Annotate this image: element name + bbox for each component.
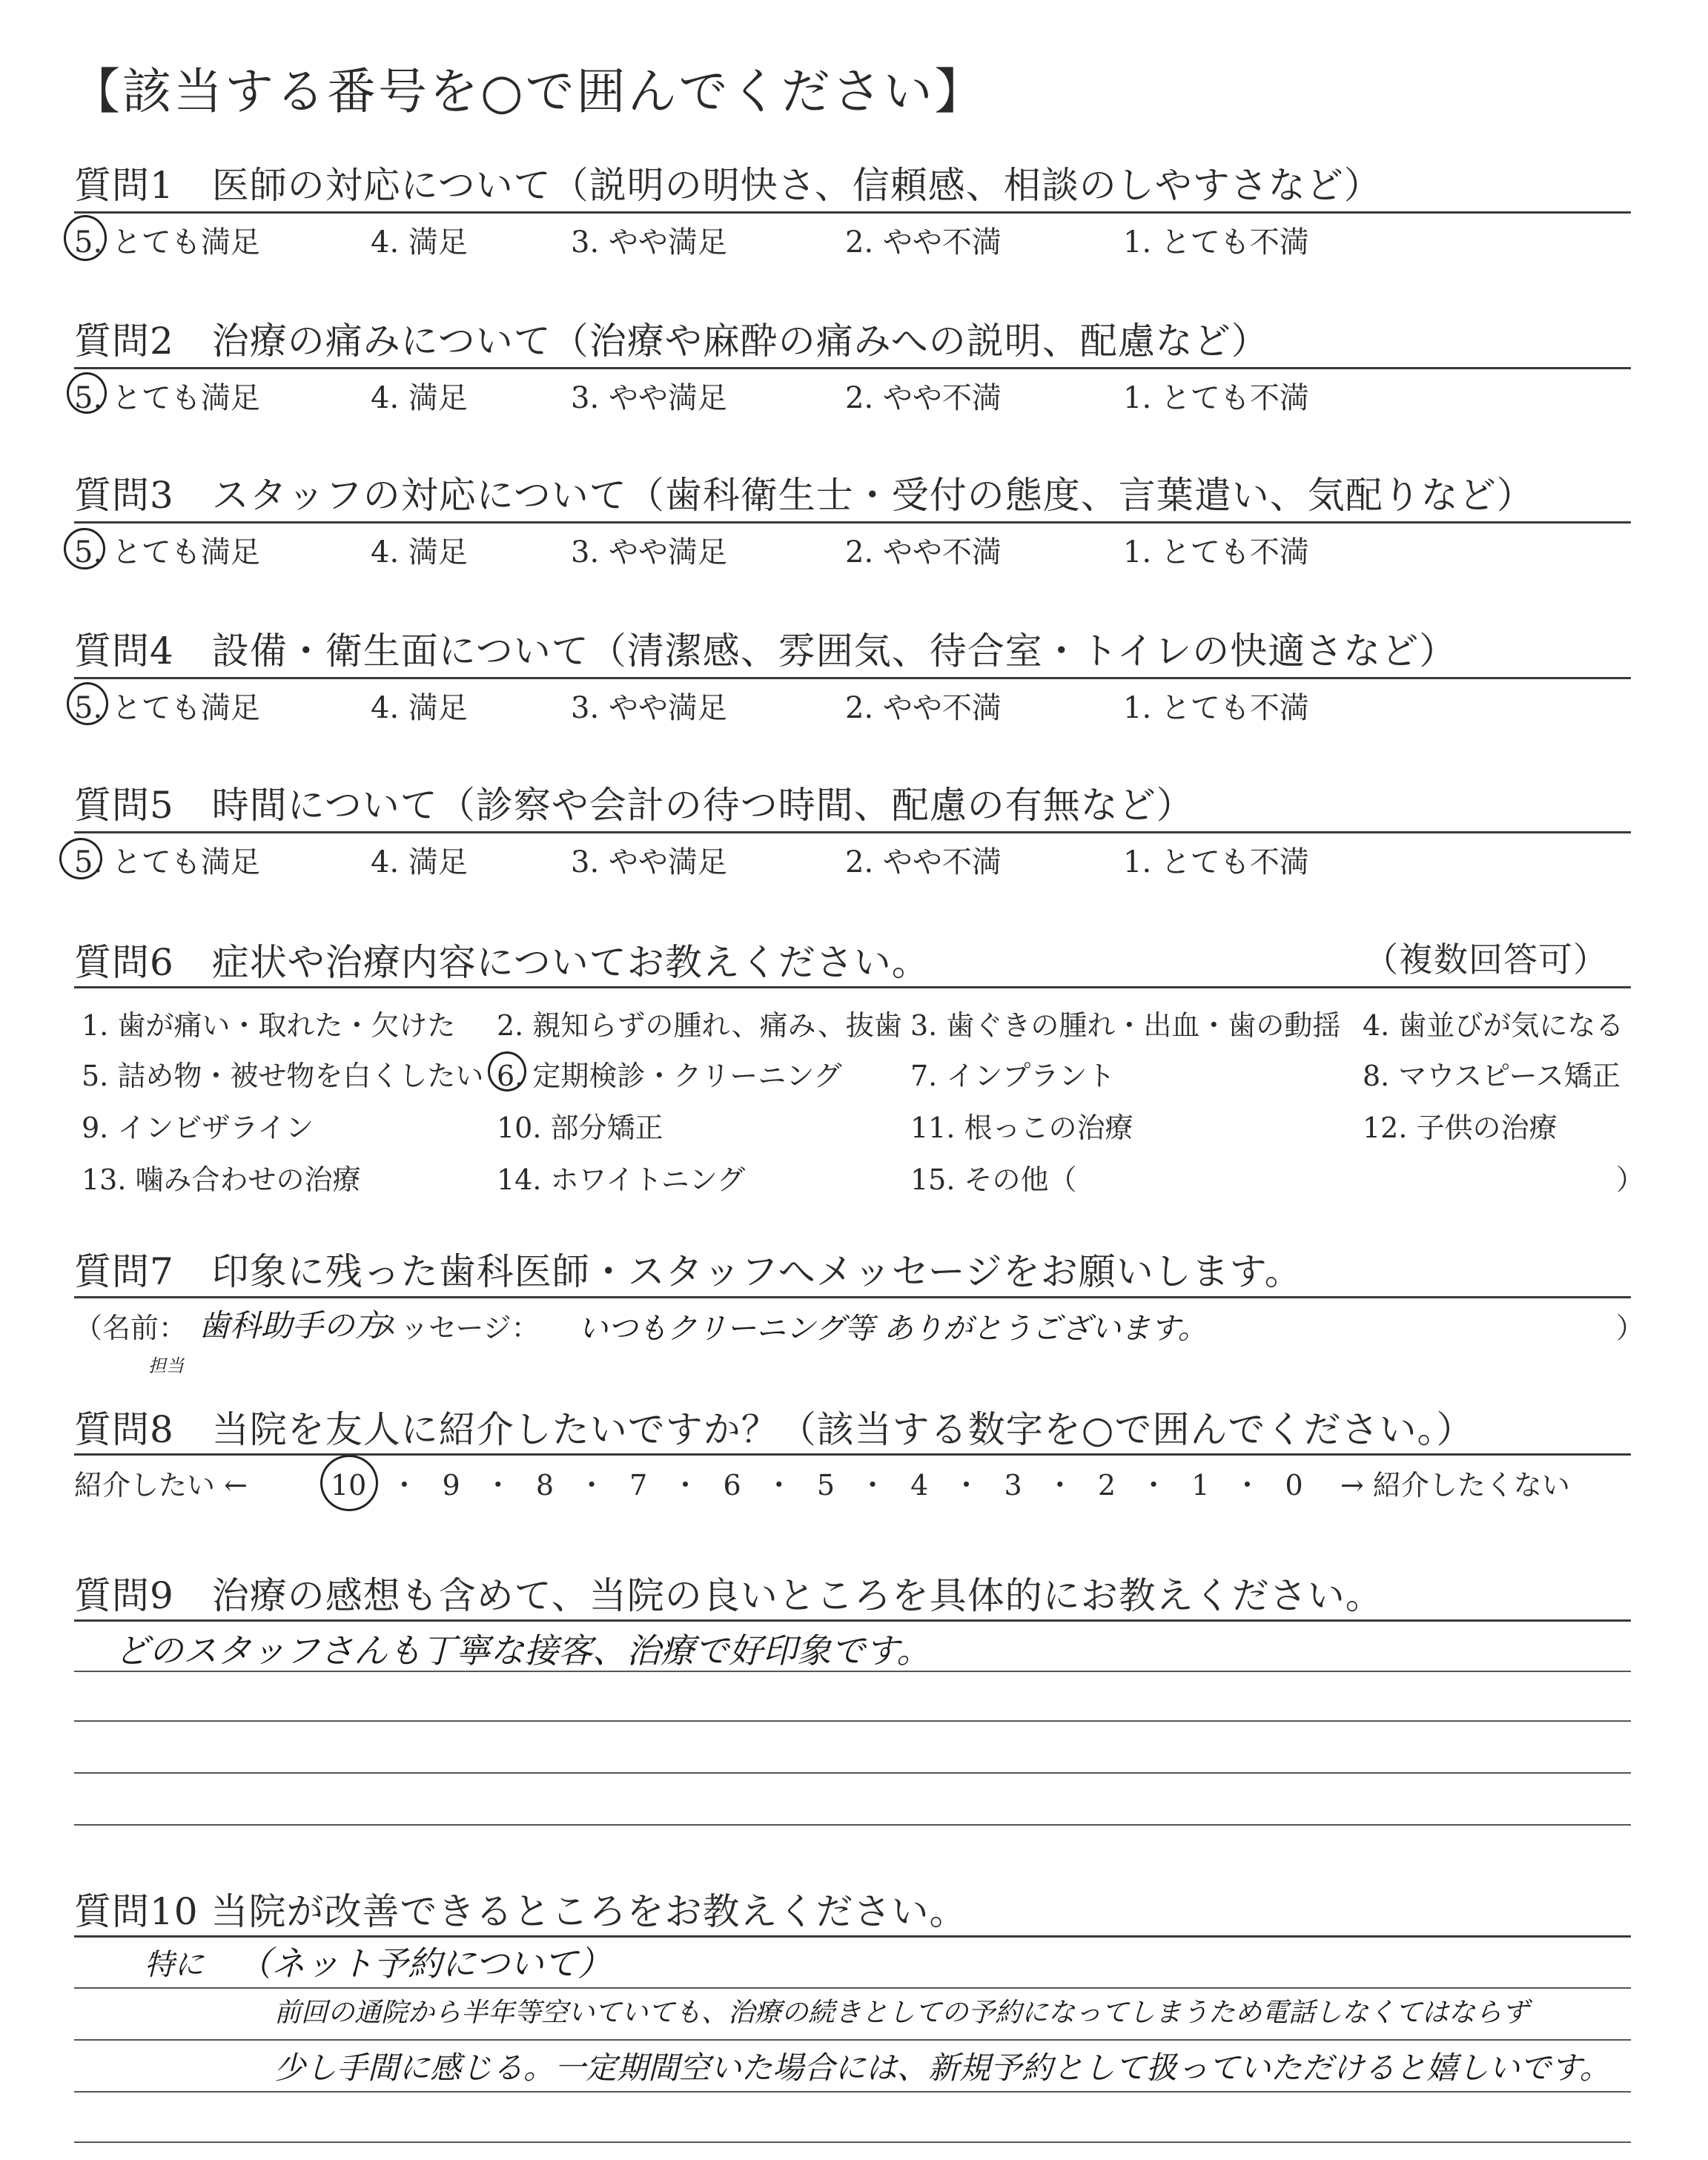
option-3[interactable]: 3. やや満足 xyxy=(571,225,727,260)
scale-left-label: 紹介したい ← xyxy=(74,1469,248,1502)
symptom-option[interactable]: 11. 根っこの治療 xyxy=(910,1112,1133,1144)
question-9-title: 質問9 治療の感想も含めて、当院の良いところを具体的にお教えください。 xyxy=(74,1574,1383,1617)
symptom-option[interactable]: 7. インプラント xyxy=(910,1060,1116,1092)
message-label: メッセージ： xyxy=(372,1312,540,1344)
scale-right-label: → 紹介したくない xyxy=(1340,1469,1570,1502)
question-4-title: 質問4 設備・衛生面について（清潔感、雰囲気、待合室・トイレの快適さなど） xyxy=(74,630,1457,673)
question-10-title: 質問10 当院が改善できるところをお教えください。 xyxy=(74,1890,967,1933)
option-4[interactable]: 4. 満足 xyxy=(371,225,468,260)
option-4[interactable]: 4. 満足 xyxy=(371,381,468,415)
symptom-option[interactable]: 6. 定期検診・クリーニング xyxy=(497,1060,842,1092)
option-5[interactable]: 5. とても満足 xyxy=(74,535,260,569)
question-7-title: 質問7 印象に残った歯科医師・スタッフへメッセージをお願いします。 xyxy=(74,1250,1302,1293)
question-2-title: 質問2 治療の痛みについて（治療や麻酔の痛みへの説明、配慮など） xyxy=(74,320,1269,363)
symptom-option[interactable]: 10. 部分矯正 xyxy=(497,1112,663,1144)
message-value[interactable]: いつもクリーニング等 ありがとうございます。 xyxy=(578,1312,1208,1346)
question-6-title: 質問6 症状や治療内容についてお教えください。 xyxy=(74,941,930,984)
name-note: 担当 xyxy=(148,1355,184,1376)
symptom-option[interactable]: 12. 子供の治療 xyxy=(1363,1112,1558,1144)
symptom-option[interactable]: 2. 親知らずの腫れ、痛み、抜歯 xyxy=(497,1009,902,1042)
option-1[interactable]: 1. とても不満 xyxy=(1123,845,1309,879)
q10-answer-prefix: 特に xyxy=(145,1948,204,1982)
question-1-title: 質問1 医師の対応について（説明の明快さ、信頼感、相談のしやすさなど） xyxy=(74,164,1382,207)
question-6-note: （複数回答可） xyxy=(1364,939,1608,980)
name-label: （名前： xyxy=(74,1312,188,1344)
option-1[interactable]: 1. とても不満 xyxy=(1123,691,1309,725)
option-3[interactable]: 3. やや満足 xyxy=(571,535,727,569)
option-2[interactable]: 2. やや不満 xyxy=(845,225,1002,260)
symptom-option[interactable]: 5. 詰め物・被せ物を白くしたい xyxy=(82,1060,484,1092)
symptom-option[interactable]: 3. 歯ぐきの腫れ・出血・歯の動揺 xyxy=(910,1009,1341,1042)
option-1[interactable]: 1. とても不満 xyxy=(1123,535,1309,569)
page-title: 【該当する番号を○で囲んでください】 xyxy=(71,63,986,120)
question-3-title: 質問3 スタッフの対応について（歯科衛生士・受付の態度、言葉遣い、気配りなど） xyxy=(74,474,1535,517)
name-value[interactable]: 歯科助手の方 xyxy=(199,1307,386,1344)
option-5[interactable]: 5. とても満足 xyxy=(74,381,260,415)
option-5[interactable]: 5. とても満足 xyxy=(74,691,260,725)
option-4[interactable]: 4. 満足 xyxy=(371,845,468,879)
option-5[interactable]: 5. とても満足 xyxy=(74,225,260,260)
option-1[interactable]: 1. とても不満 xyxy=(1123,225,1309,260)
question-5-title: 質問5 時間について（診察や会計の待つ時間、配慮の有無など） xyxy=(74,784,1194,827)
q10-answer-topic[interactable]: （ネット予約について） xyxy=(237,1943,612,1984)
message-close-paren: ） xyxy=(1616,1312,1645,1344)
question-8-title: 質問8 当院を友人に紹介したいですか？（該当する数字を○で囲んでください。） xyxy=(74,1408,1474,1451)
option-3[interactable]: 3. やや満足 xyxy=(571,691,727,725)
option-4[interactable]: 4. 満足 xyxy=(371,535,468,569)
option-3[interactable]: 3. やや満足 xyxy=(571,845,727,879)
option-3[interactable]: 3. やや満足 xyxy=(571,381,727,415)
option-2[interactable]: 2. やや不満 xyxy=(845,691,1002,725)
symptom-option[interactable]: 1. 歯が痛い・取れた・欠けた xyxy=(82,1009,456,1042)
q10-answer-line1[interactable]: 前回の通院から半年等空いていても、治療の続きとしての予約になってしまうため電話しなくてはならず xyxy=(274,1998,1529,2028)
q9-answer[interactable]: どのスタッフさんも丁寧な接客、治療で好印象です。 xyxy=(115,1631,931,1671)
symptom-option[interactable]: 4. 歯並びが気になる xyxy=(1363,1009,1624,1042)
symptom-close-paren: ） xyxy=(1616,1163,1645,1196)
recommend-scale[interactable]: 10 ・ 9 ・ 8 ・ 7 ・ 6 ・ 5 ・ 4 ・ 3 ・ 2 ・ 1 ・ 0 xyxy=(331,1469,1303,1502)
symptom-option[interactable]: 13. 噛み合わせの治療 xyxy=(82,1163,361,1196)
symptom-option[interactable]: 15. その他（ xyxy=(910,1163,1077,1196)
option-5[interactable]: 5. とても満足 xyxy=(74,845,260,879)
q10-answer-line2[interactable]: 少し手間に感じる。一定期間空いた場合には、新規予約として扱っていただけると嬉しいです。 xyxy=(274,2050,1611,2086)
symptom-option[interactable]: 14. ホワイトニング xyxy=(497,1163,746,1196)
symptom-option[interactable]: 9. インビザライン xyxy=(82,1112,314,1144)
option-4[interactable]: 4. 満足 xyxy=(371,691,468,725)
symptom-option[interactable]: 8. マウスピース矯正 xyxy=(1363,1060,1621,1092)
option-2[interactable]: 2. やや不満 xyxy=(845,381,1002,415)
option-2[interactable]: 2. やや不満 xyxy=(845,845,1002,879)
option-2[interactable]: 2. やや不満 xyxy=(845,535,1002,569)
option-1[interactable]: 1. とても不満 xyxy=(1123,381,1309,415)
